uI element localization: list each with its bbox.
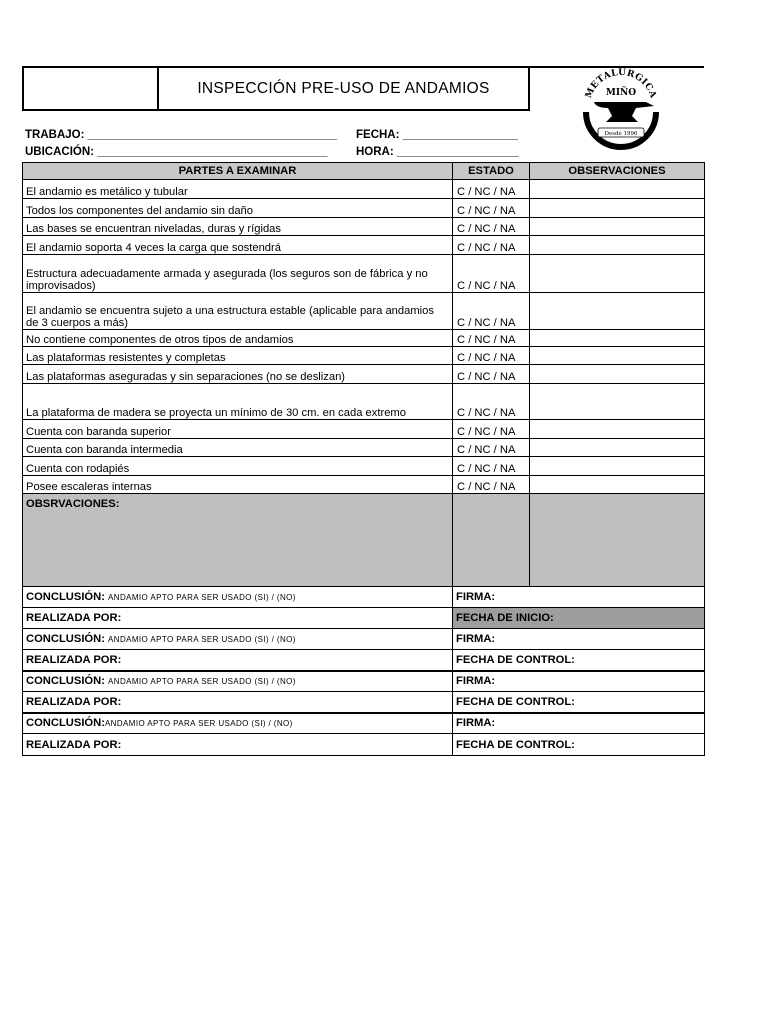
conclusion-text: ANDAMIO APTO PARA SER USADO (SI) / (NO) — [108, 634, 296, 644]
fecha-field[interactable]: __________________ — [402, 129, 518, 141]
conclusion-cell[interactable] — [23, 671, 453, 692]
fecha-control-cell[interactable] — [453, 734, 705, 756]
row-observacion[interactable] — [530, 365, 705, 384]
firma-label: FIRMA: — [456, 675, 496, 688]
conclusion-cell[interactable] — [23, 629, 453, 650]
firma-label: FIRMA: — [456, 633, 496, 645]
row-observacion[interactable] — [530, 384, 705, 420]
conclusion-text: ANDAMIO APTO PARA SER USADO (SI) / (NO) — [104, 718, 293, 728]
trabajo-field[interactable]: _______________________________________ — [87, 129, 338, 141]
ubicacion-row — [25, 146, 327, 158]
row-text: El andamio soporta 4 veces la carga que sostendrá — [23, 236, 453, 255]
row-observacion[interactable] — [530, 439, 705, 457]
inspection-table — [22, 162, 705, 756]
table-row — [23, 330, 705, 347]
table-row — [23, 476, 705, 494]
trabajo-label: TRABAJO: — [25, 129, 85, 141]
realizada-cell[interactable] — [23, 650, 453, 671]
row-text: Todos los componentes del andamio sin daño — [23, 199, 453, 218]
observaciones-row — [23, 494, 705, 587]
realizada-label: REALIZADA POR: — [26, 612, 122, 624]
header-blank-cell — [22, 66, 159, 111]
conclusion-text: ANDAMIO APTO PARA SER USADO (SI) / (NO) — [108, 676, 296, 686]
row-observacion[interactable] — [530, 236, 705, 255]
row-text: Cuenta con rodapiés — [23, 457, 453, 476]
conclusion-row — [23, 587, 705, 608]
fecha-control-label: FECHA DE CONTROL: — [456, 738, 575, 751]
row-estado[interactable]: C / NC / NA — [453, 384, 530, 420]
row-observacion[interactable] — [530, 218, 705, 236]
table-row — [23, 439, 705, 457]
row-estado[interactable]: C / NC / NA — [453, 236, 530, 255]
realizada-row — [23, 692, 705, 713]
fecha-label: FECHA: — [356, 129, 400, 141]
realizada-cell[interactable] — [23, 734, 453, 756]
fecha-row — [356, 129, 518, 141]
row-text: No contiene componentes de otros tipos de andamios — [23, 330, 453, 347]
table-row — [23, 255, 705, 293]
table-row — [23, 365, 705, 384]
firma-label: FIRMA: — [456, 591, 496, 603]
hora-row — [356, 146, 518, 158]
row-estado[interactable]: C / NC / NA — [453, 420, 530, 439]
conclusion-label: CONCLUSIÓN: — [26, 590, 105, 603]
table-row — [23, 293, 705, 330]
conclusion-row — [23, 713, 705, 734]
row-observacion[interactable] — [530, 420, 705, 439]
observaciones-cell[interactable] — [23, 494, 453, 587]
table-row — [23, 199, 705, 218]
table-row — [23, 420, 705, 439]
fecha-control-cell[interactable] — [453, 692, 705, 713]
conclusion-label: CONCLUSIÓN: — [26, 632, 105, 645]
row-estado[interactable]: C / NC / NA — [453, 255, 530, 293]
row-text: El andamio se encuentra sujeto a una estructura estable (aplicable para andamios de 3 cuerpos a más) — [23, 293, 453, 330]
logo-top-text: METALÚRGICA — [583, 67, 658, 100]
realizada-cell[interactable] — [23, 692, 453, 713]
row-estado[interactable]: C / NC / NA — [453, 293, 530, 330]
fecha-control-cell[interactable] — [453, 650, 705, 671]
logo-since: Desde 1996 — [604, 131, 638, 137]
table-row — [23, 457, 705, 476]
realizada-label: REALIZADA POR: — [26, 738, 122, 751]
fecha-inicio-label: FECHA DE INICIO: — [456, 612, 554, 624]
realizada-row — [23, 608, 705, 629]
ubicacion-field[interactable]: ____________________________________ — [97, 146, 328, 158]
row-observacion[interactable] — [530, 347, 705, 365]
row-observacion[interactable] — [530, 476, 705, 494]
col-observaciones-header: OBSERVACIONES — [530, 163, 705, 180]
row-text: Las plataformas aseguradas y sin separaciones (no se deslizan) — [23, 365, 453, 384]
firma-cell[interactable] — [453, 671, 705, 692]
observaciones-label: OBSRVACIONES: — [26, 498, 120, 510]
conclusion-cell[interactable] — [23, 587, 453, 608]
observaciones-notes-cell[interactable] — [530, 494, 705, 587]
row-text: Cuenta con baranda intermedia — [23, 439, 453, 457]
realizada-cell[interactable] — [23, 608, 453, 629]
row-estado[interactable]: C / NC / NA — [453, 218, 530, 236]
hora-label: HORA: — [356, 146, 394, 158]
page-title: INSPECCIÓN PRE-USO DE ANDAMIOS — [157, 66, 530, 111]
fecha-inicio-cell[interactable] — [453, 608, 705, 629]
realizada-row — [23, 734, 705, 756]
hora-field[interactable]: ___________________ — [396, 146, 519, 158]
fecha-control-label: FECHA DE CONTROL: — [456, 653, 575, 666]
firma-cell[interactable] — [453, 587, 705, 608]
fecha-control-label: FECHA DE CONTROL: — [456, 695, 575, 708]
row-estado[interactable]: C / NC / NA — [453, 439, 530, 457]
realizada-row — [23, 650, 705, 671]
row-text: Posee escaleras internas — [23, 476, 453, 494]
row-estado[interactable]: C / NC / NA — [453, 457, 530, 476]
row-estado[interactable]: C / NC / NA — [453, 347, 530, 365]
table-row — [23, 180, 705, 199]
conclusion-row — [23, 671, 705, 692]
table-row — [23, 218, 705, 236]
row-text: Las bases se encuentran niveladas, duras y rígidas — [23, 218, 453, 236]
ubicacion-label: UBICACIÓN: — [25, 146, 94, 158]
row-estado[interactable]: C / NC / NA — [453, 199, 530, 218]
conclusion-cell[interactable] — [23, 713, 453, 734]
row-estado[interactable]: C / NC / NA — [453, 330, 530, 347]
table-row — [23, 384, 705, 420]
row-estado[interactable]: C / NC / NA — [453, 476, 530, 494]
col-estado-header: ESTADO — [453, 163, 530, 180]
row-text: La plataforma de madera se proyecta un mínimo de 30 cm. en cada extremo — [23, 384, 453, 420]
row-observacion[interactable] — [530, 180, 705, 199]
trabajo-row — [25, 129, 337, 141]
table-header-row — [23, 163, 705, 180]
row-text: Las plataformas resistentes y completas — [23, 347, 453, 365]
row-text: Cuenta con baranda superior — [23, 420, 453, 439]
row-text: Estructura adecuadamente armada y asegurada (los seguros son de fábrica y no improvisados) — [23, 255, 453, 293]
col-partes-header: PARTES A EXAMINAR — [23, 163, 453, 180]
row-estado[interactable]: C / NC / NA — [453, 180, 530, 199]
logo-name: MIÑO — [605, 88, 637, 98]
conclusion-text: ANDAMIO APTO PARA SER USADO (SI) / (NO) — [108, 592, 296, 602]
realizada-label: REALIZADA POR: — [26, 695, 122, 708]
row-observacion[interactable] — [530, 255, 705, 293]
firma-cell[interactable] — [453, 713, 705, 734]
table-row — [23, 347, 705, 365]
row-observacion[interactable] — [530, 457, 705, 476]
company-logo — [576, 66, 666, 156]
row-estado[interactable]: C / NC / NA — [453, 365, 530, 384]
row-observacion[interactable] — [530, 199, 705, 218]
conclusion-label: CONCLUSIÓN: — [26, 674, 105, 687]
table-row — [23, 236, 705, 255]
conclusion-row — [23, 629, 705, 650]
row-text: El andamio es metálico y tubular — [23, 180, 453, 199]
row-observacion[interactable] — [530, 293, 705, 330]
conclusion-label: CONCLUSIÓN: — [26, 716, 105, 729]
firma-cell[interactable] — [453, 629, 705, 650]
observaciones-estado-cell — [453, 494, 530, 587]
row-observacion[interactable] — [530, 330, 705, 347]
realizada-label: REALIZADA POR: — [26, 653, 122, 666]
firma-label: FIRMA: — [456, 717, 496, 730]
